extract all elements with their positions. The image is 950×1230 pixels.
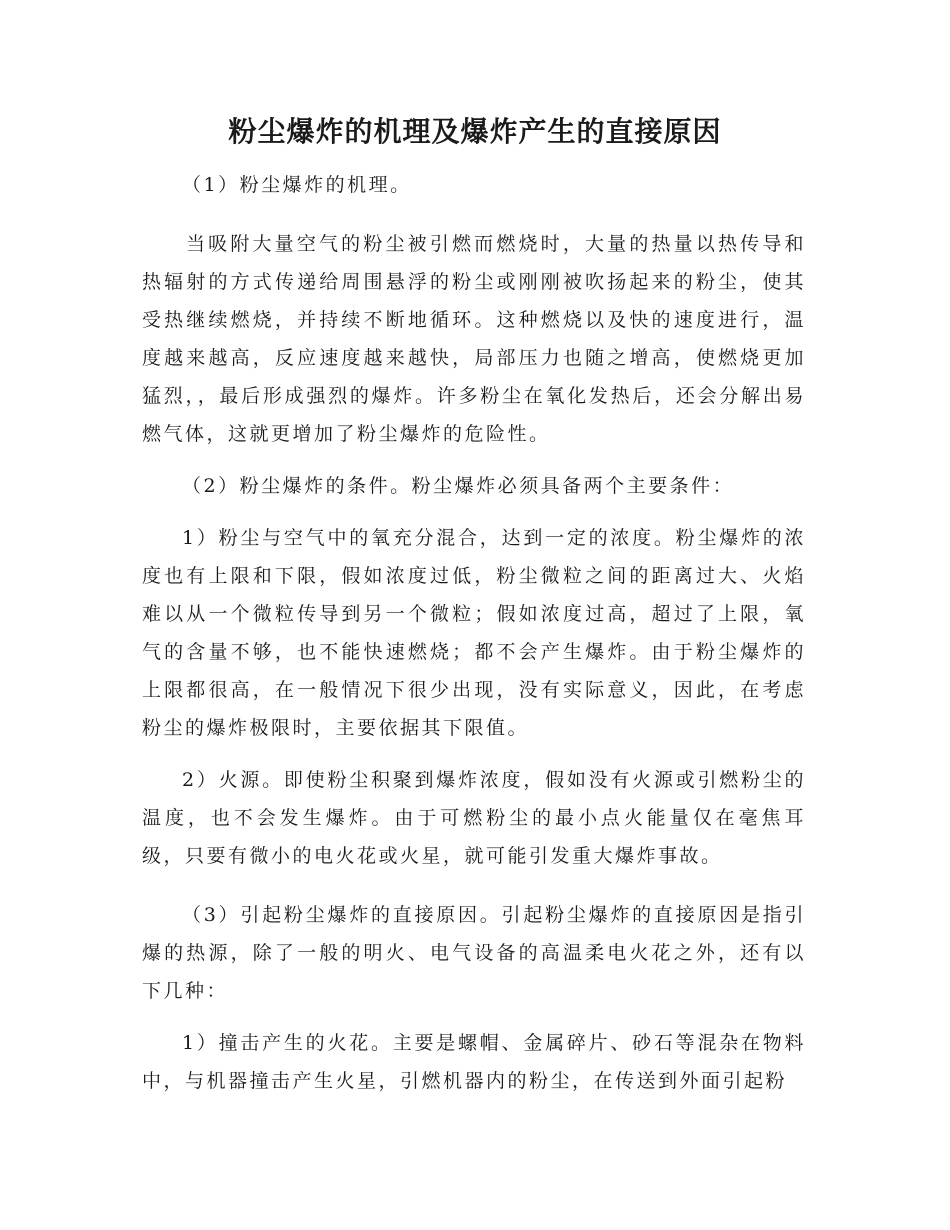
- paragraph-condition-concentration: 1）粉尘与空气中的氧充分混合，达到一定的浓度。粉尘爆炸的浓度也有上限和下限，假如浓度过低，粉尘微粒之间的距离过大、火焰难以从一个微粒传导到另一个微粒；假如浓度过高，超过了上限，氧气的含量不够，也不能快速燃烧；都不会产生爆炸。由于粉尘爆炸的上限都很高，在一般情况下很少出现，没有实际意义，因此，在考虑粉尘的爆炸极限时，主要依据其下限值。: [142, 527, 806, 739]
- paragraph-mechanism: 当吸附大量空气的粉尘被引燃而燃烧时，大量的热量以热传导和热辐射的方式传递给周围悬浮的粉尘或刚刚被吹扬起来的粉尘，使其受热继续燃烧，并持续不断地循环。这种燃烧以及快的速度进行，温度越来越高，反应速度越来越快，局部压力也随之增高，使燃烧更加猛烈，，最后形成强烈的爆炸。许多粉尘在氧化发热后，还会分解出易燃气体，这就更增加了粉尘爆炸的危险性。: [142, 233, 806, 445]
- paragraph-direct-causes: （3）引起粉尘爆炸的直接原因。引起粉尘爆炸的直接原因是指引爆的热源，除了一般的明火、电气设备的高温柔电火花之外，还有以下几种：: [142, 904, 806, 1002]
- section-heading-conditions: （2）粉尘爆炸的条件。粉尘爆炸必须具备两个主要条件：: [182, 475, 735, 497]
- paragraph-condition-ignition: 2）火源。即使粉尘积聚到爆炸浓度，假如没有火源或引燃粉尘的温度，也不会发生爆炸。由于可燃粉尘的最小点火能量仅在毫焦耳级，只要有微小的电火花或火星，就可能引发重大爆炸事故。: [142, 769, 806, 867]
- document-title: 粉尘爆炸的机理及爆炸产生的直接原因: [228, 115, 722, 148]
- paragraph-cause-impact-sparks: 1）撞击产生的火花。主要是螺帽、金属碎片、砂石等混杂在物料中，与机器撞击产生火星，引燃机器内的粉尘，在传送到外面引起粉: [142, 1032, 806, 1092]
- section-heading-mechanism: （1）粉尘爆炸的机理。: [182, 174, 412, 196]
- document-body: [142, 166, 806, 1100]
